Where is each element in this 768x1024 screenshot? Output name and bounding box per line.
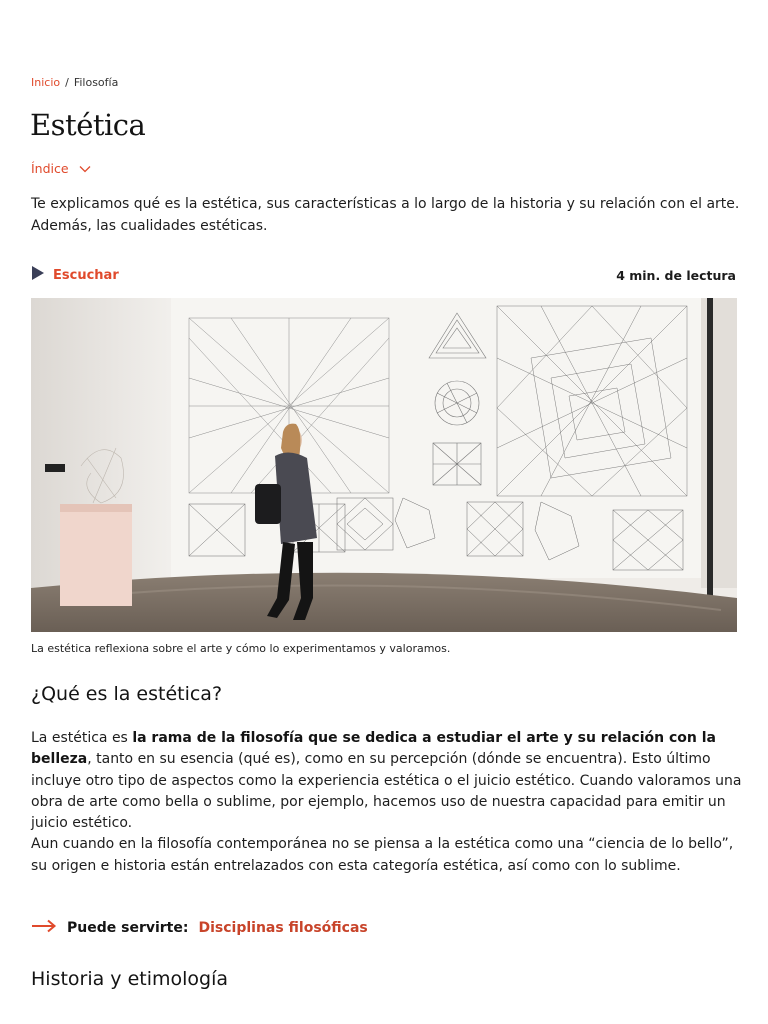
breadcrumb	[31, 76, 118, 89]
breadcrumb-current: Filosofía	[73, 76, 119, 89]
paragraph-1-start: La estética es	[31, 730, 133, 746]
listen-label: Escuchar	[53, 267, 119, 283]
breadcrumb-separator: /	[65, 76, 69, 89]
page-title: Estética	[30, 108, 146, 142]
section-body	[31, 728, 743, 877]
related-link[interactable]: Disciplinas filosóficas	[198, 920, 368, 936]
hero-image	[31, 298, 737, 632]
section-heading-what-is: ¿Qué es la estética?	[31, 683, 223, 705]
related-link-box	[31, 919, 368, 937]
read-time: 4 min. de lectura	[616, 268, 736, 283]
paragraph-1	[31, 728, 743, 834]
article-intro: Te explicamos qué es la estética, sus características a lo largo de la historia y su relación con el arte. Además, las cualidades estéticas.	[31, 196, 740, 234]
chevron-down-icon	[79, 165, 91, 173]
arrow-right-icon	[31, 919, 57, 937]
paragraph-1-bold: la rama de la filosofía que se dedica a estudiar el arte y su relación con la belleza	[31, 730, 716, 768]
play-icon	[31, 265, 45, 285]
index-toggle[interactable]	[31, 161, 91, 176]
listen-button[interactable]	[31, 265, 119, 285]
breadcrumb-home-link[interactable]: Inicio	[31, 76, 61, 89]
index-toggle-label: Índice	[31, 161, 69, 176]
image-caption: La estética reflexiona sobre el arte y cómo lo experimentamos y valoramos.	[31, 642, 451, 655]
paragraph-2: Aun cuando en la filosofía contemporánea no se piensa a la estética como una “ciencia de lo bello”, su origen e historia están entrelazados con esta categoría estética, así como con lo sublime.	[31, 836, 734, 874]
section-heading-history: Historia y etimología	[31, 968, 229, 990]
related-prefix: Puede servirte:	[67, 920, 189, 936]
paragraph-1-end: , tanto en su esencia (qué es), como en su percepción (dónde se encuentra). Esto último incluye otro tipo de aspectos como la experiencia estética o el juicio estético. Cuando valoramos una obra de arte como bella o sublime, por ejemplo, hacemos uso de nuestra capacidad para emitir un juicio estético.	[31, 751, 742, 832]
